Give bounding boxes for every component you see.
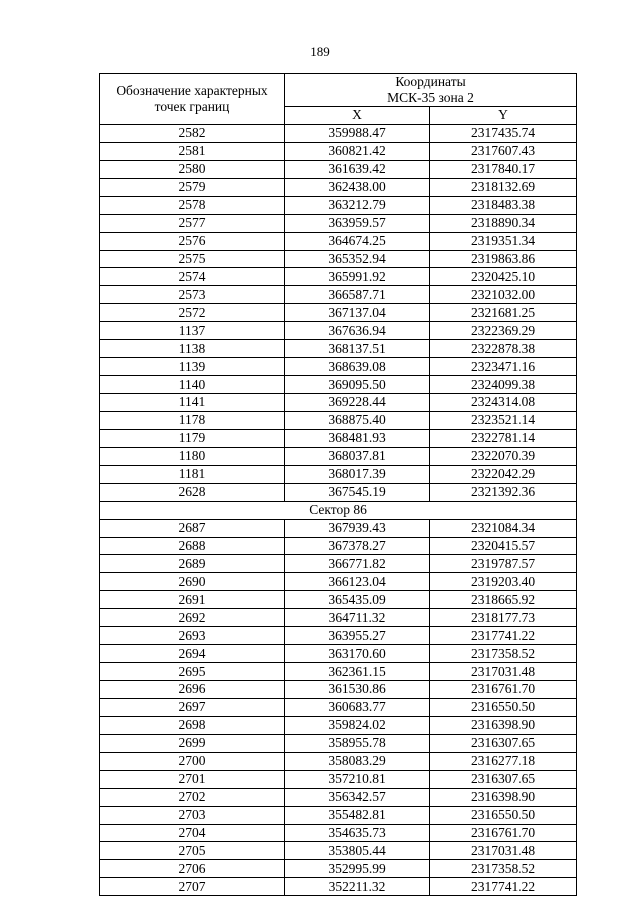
y-coordinate-cell: 2317435.74 <box>430 124 577 142</box>
point-id-cell: 1141 <box>100 394 285 412</box>
x-coordinate-cell: 363955.27 <box>285 627 430 645</box>
table-row <box>100 447 577 465</box>
point-id-cell: 2687 <box>100 519 285 537</box>
point-id-cell: 1178 <box>100 411 285 429</box>
x-coordinate-cell: 369228.44 <box>285 394 430 412</box>
x-coordinate-cell: 368639.08 <box>285 358 430 376</box>
y-coordinate-cell: 2321681.25 <box>430 304 577 322</box>
point-id-cell: 2698 <box>100 716 285 734</box>
table-row <box>100 142 577 160</box>
table-header <box>100 74 577 125</box>
y-coordinate-cell: 2317741.22 <box>430 627 577 645</box>
y-coordinate-cell: 2317358.52 <box>430 860 577 878</box>
table-row <box>100 609 577 627</box>
table-row <box>100 645 577 663</box>
table-row <box>100 752 577 770</box>
point-id-cell: 2693 <box>100 627 285 645</box>
x-coordinate-cell: 358955.78 <box>285 734 430 752</box>
table-row <box>100 160 577 178</box>
point-id-cell: 2575 <box>100 250 285 268</box>
y-coordinate-cell: 2318890.34 <box>430 214 577 232</box>
y-coordinate-cell: 2316761.70 <box>430 681 577 699</box>
x-coordinate-cell: 363959.57 <box>285 214 430 232</box>
table-row <box>100 591 577 609</box>
x-coordinate-cell: 357210.81 <box>285 770 430 788</box>
table-row <box>100 340 577 358</box>
table-row <box>100 376 577 394</box>
point-designation-header-line1: Обозначение характерных <box>116 82 268 98</box>
x-coordinate-cell: 366587.71 <box>285 286 430 304</box>
table-row <box>100 214 577 232</box>
table-row <box>100 429 577 447</box>
y-coordinate-cell: 2319787.57 <box>430 555 577 573</box>
table-row <box>100 842 577 860</box>
x-coordinate-cell: 354635.73 <box>285 824 430 842</box>
coordinates-table <box>99 73 577 896</box>
x-coordinate-cell: 365435.09 <box>285 591 430 609</box>
table-row <box>100 716 577 734</box>
sector-title: Сектор 86 <box>100 501 577 519</box>
x-coordinate-cell: 366123.04 <box>285 573 430 591</box>
table-row <box>100 698 577 716</box>
table-row <box>100 178 577 196</box>
x-coordinate-cell: 364674.25 <box>285 232 430 250</box>
table-row <box>100 465 577 483</box>
point-id-cell: 1140 <box>100 376 285 394</box>
point-id-cell: 1179 <box>100 429 285 447</box>
y-coordinate-cell: 2316277.18 <box>430 752 577 770</box>
table-row <box>100 322 577 340</box>
x-coordinate-cell: 359824.02 <box>285 716 430 734</box>
y-coordinate-cell: 2323471.16 <box>430 358 577 376</box>
point-designation-header-line2: точек границ <box>154 98 230 114</box>
y-coordinate-cell: 2323521.14 <box>430 411 577 429</box>
point-id-cell: 1139 <box>100 358 285 376</box>
point-id-cell: 2580 <box>100 160 285 178</box>
x-coordinate-cell: 367636.94 <box>285 322 430 340</box>
y-coordinate-cell: 2320415.57 <box>430 537 577 555</box>
point-id-cell: 2705 <box>100 842 285 860</box>
point-id-cell: 2581 <box>100 142 285 160</box>
point-id-cell: 2576 <box>100 232 285 250</box>
x-coordinate-cell: 366771.82 <box>285 555 430 573</box>
y-coordinate-cell: 2317607.43 <box>430 142 577 160</box>
y-coordinate-cell: 2316761.70 <box>430 824 577 842</box>
point-id-cell: 2572 <box>100 304 285 322</box>
point-id-cell: 2694 <box>100 645 285 663</box>
y-coordinate-cell: 2316550.50 <box>430 806 577 824</box>
y-coordinate-cell: 2318665.92 <box>430 591 577 609</box>
y-column-header: Y <box>430 107 577 125</box>
x-coordinate-cell: 365991.92 <box>285 268 430 286</box>
x-coordinate-cell: 367378.27 <box>285 537 430 555</box>
page-number: 189 <box>310 44 330 59</box>
point-id-cell: 2691 <box>100 591 285 609</box>
point-id-cell: 2703 <box>100 806 285 824</box>
point-id-cell: 2706 <box>100 860 285 878</box>
point-id-cell: 2689 <box>100 555 285 573</box>
point-id-cell: 2577 <box>100 214 285 232</box>
point-id-cell: 2582 <box>100 124 285 142</box>
table-row <box>100 878 577 896</box>
table-row <box>100 196 577 214</box>
point-id-cell: 2578 <box>100 196 285 214</box>
y-coordinate-cell: 2324099.38 <box>430 376 577 394</box>
point-id-cell: 2701 <box>100 770 285 788</box>
x-coordinate-cell: 369095.50 <box>285 376 430 394</box>
y-coordinate-cell: 2321084.34 <box>430 519 577 537</box>
y-coordinate-cell: 2322878.38 <box>430 340 577 358</box>
table-body <box>100 124 577 895</box>
x-coordinate-cell: 367545.19 <box>285 483 430 501</box>
table-row <box>100 268 577 286</box>
table-row <box>100 250 577 268</box>
x-coordinate-cell: 365352.94 <box>285 250 430 268</box>
x-coordinate-cell: 352211.32 <box>285 878 430 896</box>
y-coordinate-cell: 2321392.36 <box>430 483 577 501</box>
point-id-cell: 2573 <box>100 286 285 304</box>
point-id-cell: 2690 <box>100 573 285 591</box>
table-row <box>100 788 577 806</box>
x-coordinate-cell: 368875.40 <box>285 411 430 429</box>
table-row <box>100 304 577 322</box>
coordinates-header-line2: МСК-35 зона 2 <box>387 90 474 105</box>
x-coordinate-cell: 360821.42 <box>285 142 430 160</box>
point-id-cell: 1138 <box>100 340 285 358</box>
x-coordinate-cell: 367137.04 <box>285 304 430 322</box>
x-coordinate-cell: 355482.81 <box>285 806 430 824</box>
coordinates-header <box>285 74 577 107</box>
coordinates-header-line1: Координаты <box>395 74 466 89</box>
y-coordinate-cell: 2316398.90 <box>430 716 577 734</box>
point-id-cell: 2699 <box>100 734 285 752</box>
point-id-cell: 1181 <box>100 465 285 483</box>
x-coordinate-cell: 368037.81 <box>285 447 430 465</box>
y-coordinate-cell: 2322781.14 <box>430 429 577 447</box>
table-row <box>100 483 577 501</box>
point-id-cell: 2695 <box>100 663 285 681</box>
y-coordinate-cell: 2316307.65 <box>430 734 577 752</box>
y-coordinate-cell: 2316550.50 <box>430 698 577 716</box>
table-row <box>100 573 577 591</box>
sector-row <box>100 501 577 519</box>
table-row <box>100 358 577 376</box>
y-coordinate-cell: 2317741.22 <box>430 878 577 896</box>
point-id-cell: 2700 <box>100 752 285 770</box>
y-coordinate-cell: 2322369.29 <box>430 322 577 340</box>
y-coordinate-cell: 2324314.08 <box>430 394 577 412</box>
x-coordinate-cell: 362438.00 <box>285 178 430 196</box>
y-coordinate-cell: 2316307.65 <box>430 770 577 788</box>
point-id-cell: 2704 <box>100 824 285 842</box>
x-coordinate-cell: 353805.44 <box>285 842 430 860</box>
point-id-cell: 2628 <box>100 483 285 501</box>
point-id-cell: 2574 <box>100 268 285 286</box>
y-coordinate-cell: 2322042.29 <box>430 465 577 483</box>
x-coordinate-cell: 368017.39 <box>285 465 430 483</box>
point-id-cell: 2692 <box>100 609 285 627</box>
y-coordinate-cell: 2317840.17 <box>430 160 577 178</box>
table-row <box>100 286 577 304</box>
table-row <box>100 555 577 573</box>
table-row <box>100 232 577 250</box>
point-id-cell: 2696 <box>100 681 285 699</box>
table-row <box>100 806 577 824</box>
x-coordinate-cell: 362361.15 <box>285 663 430 681</box>
point-designation-header <box>100 74 285 125</box>
table-row <box>100 681 577 699</box>
x-coordinate-cell: 363170.60 <box>285 645 430 663</box>
x-coordinate-cell: 368137.51 <box>285 340 430 358</box>
point-id-cell: 2688 <box>100 537 285 555</box>
x-coordinate-cell: 367939.43 <box>285 519 430 537</box>
x-coordinate-cell: 358083.29 <box>285 752 430 770</box>
y-coordinate-cell: 2319863.86 <box>430 250 577 268</box>
y-coordinate-cell: 2322070.39 <box>430 447 577 465</box>
x-coordinate-cell: 356342.57 <box>285 788 430 806</box>
y-coordinate-cell: 2317031.48 <box>430 842 577 860</box>
x-coordinate-cell: 363212.79 <box>285 196 430 214</box>
table-row <box>100 824 577 842</box>
table-row <box>100 663 577 681</box>
y-coordinate-cell: 2319351.34 <box>430 232 577 250</box>
y-coordinate-cell: 2316398.90 <box>430 788 577 806</box>
table-row <box>100 770 577 788</box>
x-coordinate-cell: 368481.93 <box>285 429 430 447</box>
y-coordinate-cell: 2321032.00 <box>430 286 577 304</box>
table-row <box>100 394 577 412</box>
table-row <box>100 537 577 555</box>
y-coordinate-cell: 2318177.73 <box>430 609 577 627</box>
point-id-cell: 1180 <box>100 447 285 465</box>
x-coordinate-cell: 361530.86 <box>285 681 430 699</box>
point-id-cell: 2579 <box>100 178 285 196</box>
point-id-cell: 1137 <box>100 322 285 340</box>
point-id-cell: 2707 <box>100 878 285 896</box>
table-row <box>100 519 577 537</box>
table-row <box>100 627 577 645</box>
y-coordinate-cell: 2318483.38 <box>430 196 577 214</box>
table-row <box>100 411 577 429</box>
x-coordinate-cell: 359988.47 <box>285 124 430 142</box>
y-coordinate-cell: 2320425.10 <box>430 268 577 286</box>
y-coordinate-cell: 2319203.40 <box>430 573 577 591</box>
x-column-header: X <box>285 107 430 125</box>
y-coordinate-cell: 2317031.48 <box>430 663 577 681</box>
table-row <box>100 734 577 752</box>
point-id-cell: 2697 <box>100 698 285 716</box>
y-coordinate-cell: 2318132.69 <box>430 178 577 196</box>
table-row <box>100 124 577 142</box>
header-row-top <box>100 74 577 107</box>
x-coordinate-cell: 361639.42 <box>285 160 430 178</box>
point-id-cell: 2702 <box>100 788 285 806</box>
x-coordinate-cell: 364711.32 <box>285 609 430 627</box>
x-coordinate-cell: 352995.99 <box>285 860 430 878</box>
y-coordinate-cell: 2317358.52 <box>430 645 577 663</box>
x-coordinate-cell: 360683.77 <box>285 698 430 716</box>
table-row <box>100 860 577 878</box>
